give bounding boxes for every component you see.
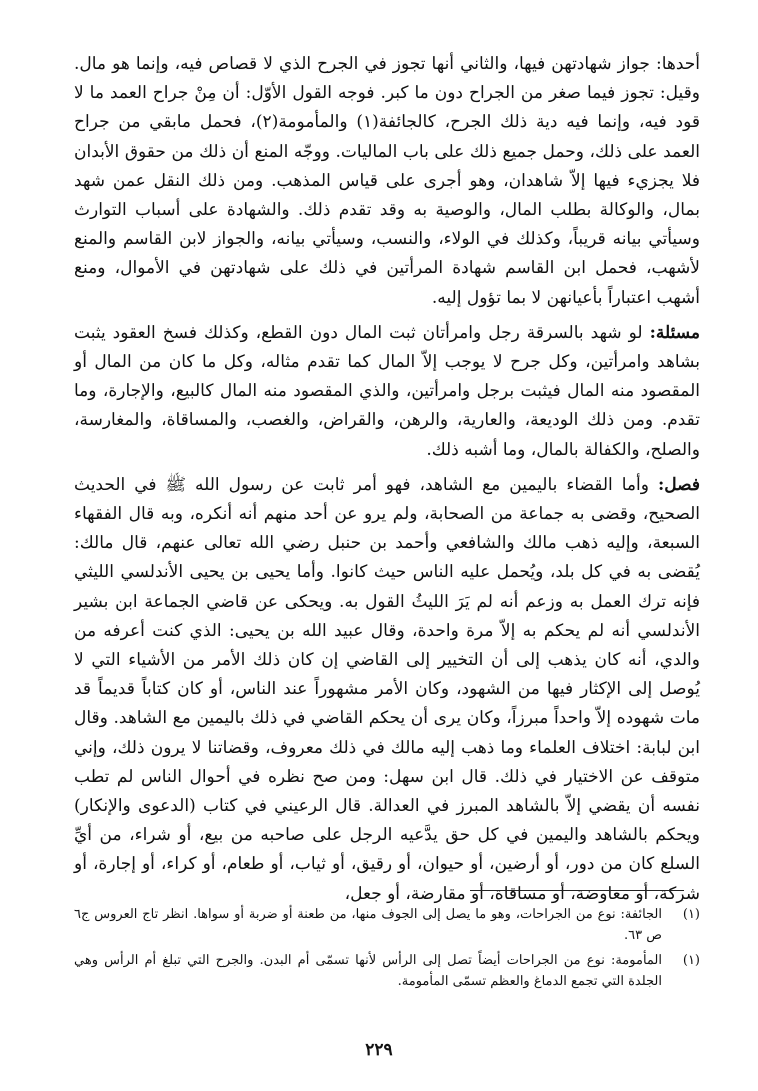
- paragraph-text: وأما القضاء باليمين مع الشاهد، فهو أمر ثابت عن رسول الله ﷺ في الحديث الصحيح، وقضى به جماعة من الصحابة، ولم يرو عن أحد منهم أنه أنكره، وبه قال الفقهاء السبعة، وإليه ذهب مالك والشافعي وأحمد بن حنبل رضي الله تعالى عنهم، قال مالك: يُقضى به في كل بلد، ويُحمل عليه الناس حيث كانوا. وأما يحيى بن يحيى الأندلسي الليثي فإنه ترك العمل به وزعم أنه لم يَرَ الليثُ القول به. ويحكى عن قاضي الجماعة ابن بشير الأندلسي أنه لم يحكم به إلاّ مرة واحدة، وقال عبيد الله بن يحيى: الذي كنت أعرفه من والدي، أنه كان يذهب إلى أن التخيير إلى القاضي إن كان ذلك الأمر من الأشياء التي لا يُوصل إلى الإكثار فيها من الشهود، وكان الأمر مشهوراً عند الناس، أو كان كتاباً قديماً قد مات شهوده إلاّ واحداً مبرزاً، وكان يرى أن يحكم القاضي في ذلك باليمين مع الشاهد. وقال ابن لبابة: اختلاف العلماء وما ذهب إليه مالك في ذلك معروف، وقضاتنا لا يرون ذلك، وإني متوقف عن الاختيار في ذلك. قال ابن سهل: ومن صح نظره في أحوال الناس لم تطب نفسه أن يقضي إلاّ بالشاهد المبرز في العدالة. قال الرعيني في كتاب (الدعوى والإنكار) ويحكم بالشاهد واليمين في كل حق يدَّعيه الرجل على صاحبه من بيع، أو شراء، من أيِّ السلع كان من دور، أو أرضين، أو حيوان، أو رقيق، أو ثياب، أو طعام، أو كراء، أو إجارة، أو شركة، أو معاوضة، أو مساقاة، أو مقارضة، أو جعل،: [74, 474, 700, 904]
- footnotes: [74, 904, 700, 996]
- paragraph-fasl: [74, 471, 700, 909]
- paragraph-lead: مسئلة:: [649, 322, 700, 343]
- footnote-text: المأمومة: نوع من الجراحات أيضاً تصل إلى الرأس لأنها تسمّى أم البدن. والجرح التي تبلغ أم الرأس وهي الجلدة التي تجمع الدماغ والعظم تسمّى المأمومة.: [74, 953, 662, 989]
- page-body: [74, 50, 700, 909]
- footnote-number: (١): [682, 953, 700, 968]
- paragraph-text: لو شهد بالسرقة رجل وامرأتان ثبت المال دون القطع، وكذلك فسخ العقود يثبت بشاهد وامرأتين، وكل جرح لا يوجب إلاّ المال كما تقدم مثاله، وكل ما كان من المال أو المقصود منه المال فيثبت برجل وامرأتين، والذي المقصود منه المال كالبيع، والإجارة، وما تقدم. ومن ذلك الوديعة، والعارية، والرهن، والقراض، والغصب، والمساقاة، والمغارسة، والصلح، والكفالة بالمال، وما أشبه ذلك.: [74, 322, 700, 460]
- footnote-text: الجائفة: نوع من الجراحات، وهو ما يصل إلى الجوف منها، من طعنة أو ضربة أو سواها. انظر تاج العروس ج٦ ص ٦٣.: [74, 907, 662, 943]
- footnote: [74, 904, 700, 946]
- paragraph-lead: فصل:: [657, 474, 700, 495]
- paragraph-text: أحدها: جواز شهادتهن فيها، والثاني أنها تجوز في الجرح الذي لا قصاص فيه، وإنما هو مال. وقيل: تجوز فيما صغر من الجراح دون ما كبر. فوجه القول الأوّل: أن مِنْ جراح العمد ما لا قود فيه، وإنما فيه دية ذلك الجرح، كالجائفة(١) والمأمومة(٢)، فحمل مابقي من جراح العمد على ذلك، وحمل جميع ذلك على باب الماليات. ووجّه المنع أن ذلك من حقوق الأبدان فلا يجزيء فيها إلاّ شاهدان، وهو أجرى على قياس المذهب. ومن ذلك النقل عمن شهد بمال، والوكالة بطلب المال، والوصية به وقد تقدم ذلك. والشهادة على أسباب التوارث وسيأتي بيانه قريباً، وكذلك في الولاء، والنسب، وسيأتي بيانه، والجواز لابن القاسم والمنع لأشهب، فحمل ابن القاسم شهادة المرأتين في ذلك على شهادتهن في الأموال، ومنع أشهب اعتباراً بأعيانهن لا بما تؤول إليه.: [74, 54, 700, 308]
- page-number: ٢٢٩: [365, 1040, 393, 1060]
- paragraph-opening: [74, 50, 700, 313]
- footnote-number: (١): [682, 907, 700, 922]
- footnote: [74, 950, 700, 992]
- paragraph-masala: [74, 319, 700, 465]
- footnote-divider: [470, 890, 684, 891]
